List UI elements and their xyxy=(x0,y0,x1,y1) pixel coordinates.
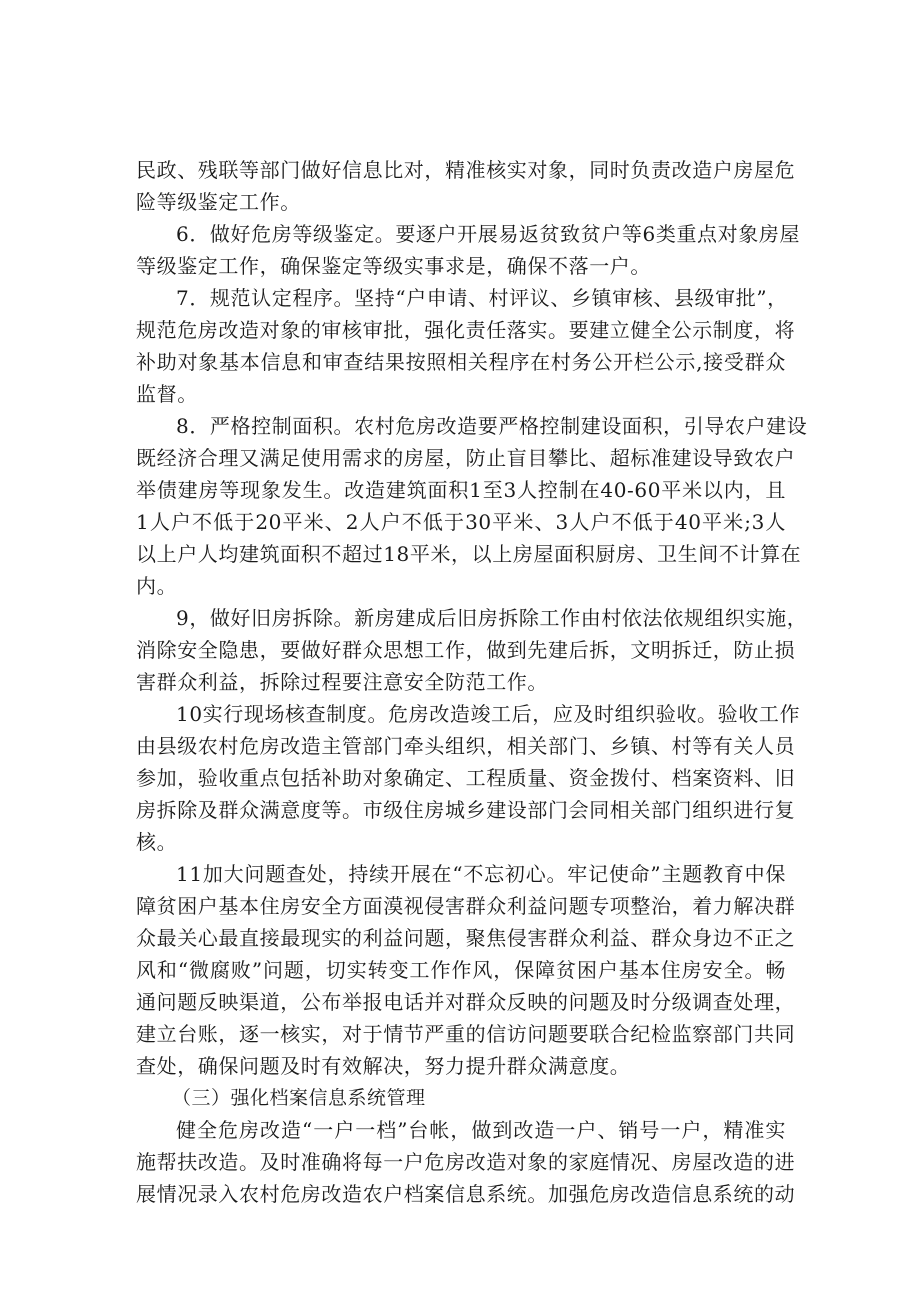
text-line: 风和“微腐败”问题，切实转变工作作风，保障贫困户基本住房安全。畅 xyxy=(136,958,786,982)
text-line: 民政、残联等部门做好信息比对，精准核实对象，同时负责改造户房屋危 xyxy=(136,158,796,182)
paragraph-p-item-11 xyxy=(136,858,796,1082)
text-line: 房拆除及群众满意度等。市级住房城乡建设部门会同相关部门组织进行复 xyxy=(136,798,796,822)
paragraph-p-item-7 xyxy=(136,282,796,410)
text-line: 既经济合理又满足使用需求的房屋，防止盲目攀比、超标准建设导致农户 xyxy=(136,446,796,470)
text-line: 8．严格控制面积。农村危房改造要严格控制建设面积，引导农户建设 xyxy=(176,414,808,438)
text-line: 7．规范认定程序。坚持“户申请、村评议、乡镇审核、县级审批”， xyxy=(176,286,788,310)
text-line: 举债建房等现象发生。改造建筑面积1至3人控制在40-60平米以内，且 xyxy=(136,478,786,502)
text-line: 施帮扶改造。及时准确将每一户危房改造对象的家庭情况、房屋改造的进 xyxy=(136,1150,796,1174)
text-line: 障贫困户基本住房安全方面漠视侵害群众利益问题专项整治，着力解决群 xyxy=(136,894,796,918)
text-line: 9，做好旧房拆除。新房建成后旧房拆除工作由村依法依规组织实施， xyxy=(176,606,808,630)
text-line: 众最关心最直接最现实的利益问题，聚焦侵害群众利益、群众身边不正之 xyxy=(136,926,796,950)
text-line: 10实行现场核查制度。危房改造竣工后，应及时组织验收。验收工作 xyxy=(176,702,801,726)
text-line: 核。 xyxy=(136,830,178,854)
text-line: 害群众利益，拆除过程要注意安全防范工作。 xyxy=(136,670,548,694)
text-line: 通问题反映渠道，公布举报电话并对群众反映的问题及时分级调查处理， xyxy=(136,990,796,1014)
paragraph-p-archive xyxy=(136,1114,796,1210)
text-line: 以上户人均建筑面积不超过18平米，以上房屋面积厨房、卫生间不计算在 xyxy=(136,542,802,566)
text-line: 参加，验收重点包括补助对象确定、工程质量、资金拨付、档案资料、旧 xyxy=(136,766,796,790)
paragraph-p-item-10 xyxy=(136,698,801,858)
text-line: 由县级农村危房改造主管部门牵头组织，相关部门、乡镇、村等有关人员 xyxy=(136,734,796,758)
text-line: 建立台账，逐一核实，对于情节严重的信访问题要联合纪检监察部门共同 xyxy=(136,1022,796,1046)
text-line: 内。 xyxy=(136,574,178,598)
text-line: 11加大问题查处，持续开展在“不忘初心。牢记使命”主题教育中保 xyxy=(176,862,786,886)
paragraph-p-item-6 xyxy=(136,218,801,282)
paragraph-p-item-8 xyxy=(136,410,808,602)
text-line: 健全危房改造“一户一档”台帐，做到改造一户、销号一户，精准实 xyxy=(176,1118,786,1142)
section-heading: （三）强化档案信息系统管理 xyxy=(172,1087,426,1109)
text-line: 险等级鉴定工作。 xyxy=(136,190,301,214)
text-line: 消除安全隐患，要做好群众思想工作，做到先建后拆，文明拆迁，防止损 xyxy=(136,638,796,662)
text-line: 等级鉴定工作，确保鉴定等级实事求是，确保不落一户。 xyxy=(136,254,651,278)
paragraph-p-continuation xyxy=(136,154,796,218)
text-line: 补助对象基本信息和审查结果按照相关程序在村务公开栏公示,接受群众 xyxy=(136,350,786,374)
paragraph-p-item-9 xyxy=(136,602,808,698)
text-line: 1人户不低于20平米、2人户不低于30平米、3人户不低于40平米;3人 xyxy=(136,510,786,534)
text-line: 展情况录入农村危房改造农户档案信息系统。加强危房改造信息系统的动 xyxy=(136,1182,796,1206)
text-line: 6．做好危房等级鉴定。要逐户开展易返贫致贫户等6类重点对象房屋 xyxy=(176,222,801,246)
text-line: 监督。 xyxy=(136,382,198,406)
document-body xyxy=(136,154,808,1210)
text-line: 查处，确保问题及时有效解决，努力提升群众满意度。 xyxy=(136,1054,631,1078)
text-line: 规范危房改造对象的审核审批，强化责任落实。要建立健全公示制度，将 xyxy=(136,318,796,342)
